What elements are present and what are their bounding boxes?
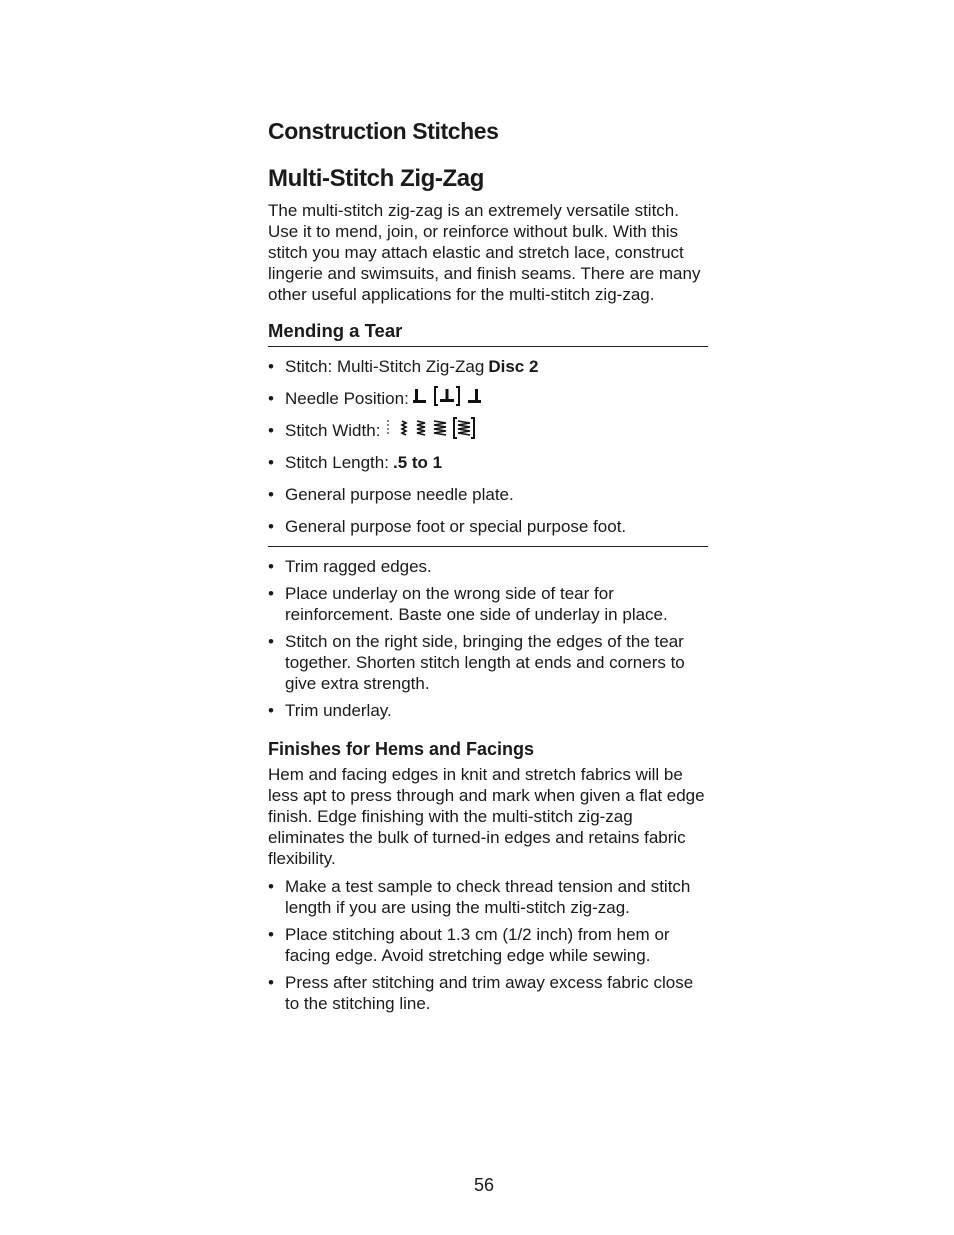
setting-stitch-width bbox=[268, 415, 710, 447]
needle-left-icon bbox=[412, 387, 428, 411]
foot-text: General purpose foot or special purpose foot. bbox=[285, 517, 627, 536]
needle-right-icon bbox=[466, 387, 482, 411]
section-title: Construction Stitches bbox=[268, 118, 499, 144]
width-3-icon bbox=[415, 418, 427, 444]
width-label: Stitch Width: bbox=[285, 421, 381, 440]
divider-top bbox=[268, 346, 708, 347]
list-item bbox=[268, 876, 710, 918]
page-heading: Multi-Stitch Zig-Zag bbox=[268, 165, 484, 192]
plate-text: General purpose needle plate. bbox=[285, 485, 514, 504]
list-item bbox=[268, 556, 710, 577]
step-text: Make a test sample to check thread tension and stitch length if you are using the multi-stitch zig-zag. bbox=[285, 877, 691, 917]
width-1-icon bbox=[383, 418, 393, 444]
bullet: • bbox=[268, 453, 274, 472]
mending-title: Mending a Tear bbox=[268, 320, 403, 341]
needle-label: Needle Position: bbox=[285, 389, 409, 408]
setting-needle-plate bbox=[268, 479, 710, 511]
mending-steps-list bbox=[268, 556, 710, 721]
list-item bbox=[268, 972, 710, 1014]
stitch-value: Disc 2 bbox=[488, 357, 539, 376]
step-text: Place stitching about 1.3 cm (1/2 inch) from hem or facing edge. Avoid stretching edge while sewing. bbox=[285, 925, 670, 965]
bullet: • bbox=[268, 973, 274, 992]
setting-foot bbox=[268, 511, 710, 543]
list-item bbox=[268, 700, 710, 721]
bullet: • bbox=[268, 632, 274, 651]
setting-stitch bbox=[268, 351, 710, 383]
step-text: Place underlay on the wrong side of tear for reinforcement. Baste one side of underlay in place. bbox=[285, 584, 668, 624]
stitch-settings-list bbox=[268, 351, 710, 543]
needle-center-selected-icon bbox=[434, 385, 460, 413]
finishes-paragraph: Hem and facing edges in knit and stretch fabrics will be less apt to press through and mark when given a flat edge finish. Edge finishing with the multi-stitch zig-zag eliminates the bulk of turned-in edges and retains fabric flexibility. bbox=[268, 765, 705, 868]
list-item bbox=[268, 583, 710, 625]
width-4-icon bbox=[433, 418, 447, 444]
setting-stitch-length bbox=[268, 447, 710, 479]
step-text: Stitch on the right side, bringing the edges of the tear together. Shorten stitch length at ends and corners to give extra strength. bbox=[285, 632, 685, 693]
bullet: • bbox=[268, 485, 274, 504]
width-2-icon bbox=[399, 418, 409, 444]
bullet: • bbox=[268, 877, 274, 896]
bullet: • bbox=[268, 517, 274, 536]
divider-bottom bbox=[268, 546, 708, 547]
bullet: • bbox=[268, 701, 274, 720]
bullet: • bbox=[268, 421, 274, 440]
list-item bbox=[268, 924, 710, 966]
bullet: • bbox=[268, 584, 274, 603]
finishes-steps-list bbox=[268, 876, 710, 1014]
setting-needle-position bbox=[268, 383, 710, 415]
bullet: • bbox=[268, 557, 274, 576]
length-label: Stitch Length: bbox=[285, 453, 389, 472]
bullet: • bbox=[268, 389, 274, 408]
list-item bbox=[268, 631, 710, 694]
intro-paragraph: The multi-stitch zig-zag is an extremely versatile stitch. Use it to mend, join, or reinforce without bulk. With this stitch you may attach elastic and stretch lace, construct lingerie and swimsuits, and finish seams. There are many other useful applications for the multi-stitch zig-zag. bbox=[268, 201, 701, 304]
step-text: Press after stitching and trim away excess fabric close to the stitching line. bbox=[285, 973, 694, 1013]
page-number: 56 bbox=[474, 1175, 495, 1195]
stitch-label: Stitch: Multi-Stitch Zig-Zag bbox=[285, 357, 485, 376]
step-text: Trim ragged edges. bbox=[285, 557, 432, 576]
bullet: • bbox=[268, 925, 274, 944]
length-value: .5 to 1 bbox=[392, 453, 443, 472]
finishes-title: Finishes for Hems and Facings bbox=[268, 739, 535, 759]
width-5-selected-icon bbox=[453, 416, 475, 446]
step-text: Trim underlay. bbox=[285, 701, 392, 720]
bullet: • bbox=[268, 357, 274, 376]
page-content bbox=[268, 116, 710, 1020]
